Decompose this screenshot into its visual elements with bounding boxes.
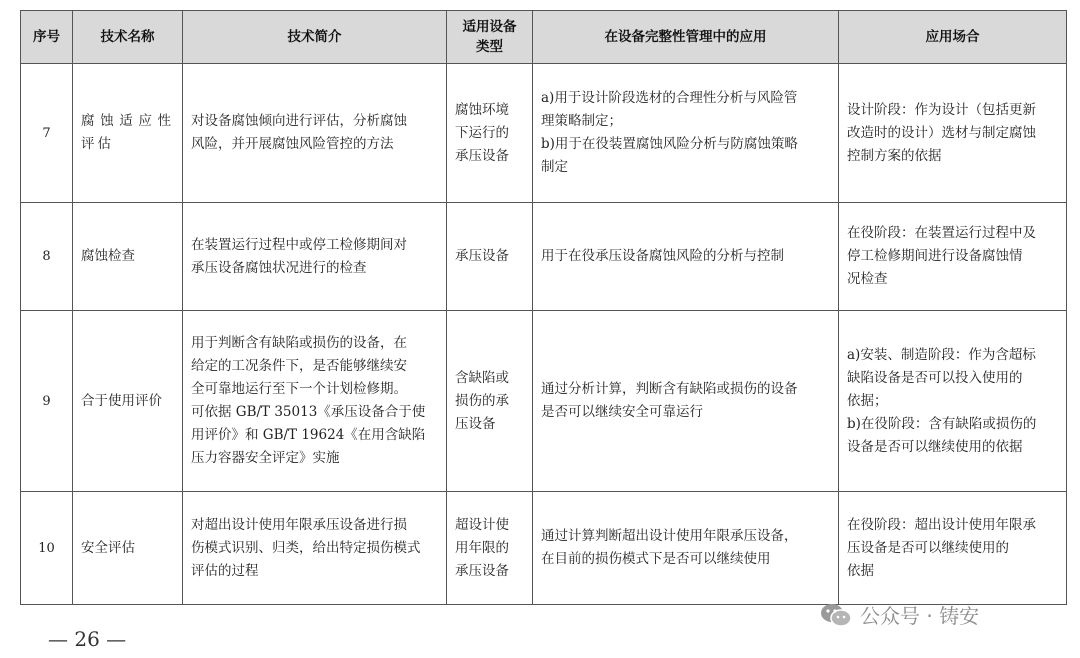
text-line: 承压设备 <box>455 562 509 579</box>
header-equipment <box>447 11 533 64</box>
table-row <box>21 203 1067 311</box>
cell-intro <box>183 64 447 203</box>
text-line: 改造时的设计）选材与制定腐蚀 <box>847 124 1036 141</box>
cell-occasion <box>839 203 1067 311</box>
text-line: 压设备是否可以继续使用的 <box>847 539 1009 556</box>
text-line: 设备是否可以继续使用的依据 <box>847 438 1023 455</box>
text-line: 设计阶段：作为设计（包括更新 <box>847 101 1036 118</box>
cell-application <box>533 203 839 311</box>
text-line: 承压设备腐蚀状况进行的检查 <box>191 259 367 276</box>
cell-application <box>533 492 839 605</box>
cell-application <box>533 311 839 492</box>
header-name: 技术名称 <box>73 11 183 64</box>
header-no: 序号 <box>21 11 73 64</box>
text-line: a)用于设计阶段选材的合理性分析与风险管 <box>541 90 798 106</box>
text-line: 通过计算判断超出设计使用年限承压设备， <box>541 528 798 544</box>
text-line: 承压设备 <box>455 248 509 264</box>
header-application: 在设备完整性管理中的应用 <box>533 11 839 64</box>
table-row <box>21 492 1067 605</box>
cell-occasion <box>839 311 1067 492</box>
text-line: 全可靠地运行至下一个计划检修期。 <box>191 381 407 397</box>
cell-equipment <box>447 311 533 492</box>
cell-intro <box>183 203 447 311</box>
cell-name <box>73 64 183 203</box>
text-line: 含缺陷或 <box>455 369 509 386</box>
cell-application <box>533 64 839 203</box>
cell-name: 安全评估 <box>73 492 183 605</box>
cell-name: 合于使用评价 <box>73 311 183 492</box>
text-line: 用于判断含有缺陷或损伤的设备，在 <box>191 335 407 351</box>
text-line: 用于在役承压设备腐蚀风险的分析与控制 <box>541 248 784 264</box>
text-line: 在目前的损伤模式下是否可以继续使用 <box>541 551 771 567</box>
cell-equipment <box>447 203 533 311</box>
text-line: 在役阶段：超出设计使用年限承 <box>847 516 1036 533</box>
text-line: 控制方案的依据 <box>847 147 942 164</box>
cell-equipment <box>447 492 533 605</box>
cell-occasion <box>839 492 1067 605</box>
cell-no: 10 <box>21 492 73 605</box>
text-line: 缺陷设备是否可以投入使用的 <box>847 369 1023 386</box>
text-line: 腐蚀环境 <box>455 101 509 118</box>
text-line: 对超出设计使用年限承压设备进行损 <box>191 516 407 533</box>
text-line: 评估的过程 <box>191 562 259 579</box>
cell-name-text: 腐蚀适应性评估 <box>81 113 174 152</box>
text-line: 风险，并开展腐蚀风险管控的方法 <box>191 136 394 152</box>
cell-intro <box>183 492 447 605</box>
text-line: 压力容器安全评定》实施 <box>191 450 340 466</box>
page-number: — 26 — <box>48 627 127 651</box>
text-line: 依据； <box>847 392 888 409</box>
text-line: 压设备 <box>455 415 496 432</box>
cell-no: 9 <box>21 311 73 492</box>
text-line: 损伤的承 <box>455 392 509 409</box>
text-line: 在役阶段：在装置运行过程中及 <box>847 225 1036 241</box>
text-line: 承压设备 <box>455 147 509 164</box>
technology-table <box>20 10 1067 605</box>
text-line: 理策略制定； <box>541 113 622 129</box>
text-line: 对设备腐蚀倾向进行评估，分析腐蚀 <box>191 113 407 129</box>
cell-occasion <box>839 64 1067 203</box>
table-row <box>21 64 1067 203</box>
cell-no: 7 <box>21 64 73 203</box>
cell-no: 8 <box>21 203 73 311</box>
text-line: 停工检修期间进行设备腐蚀情 <box>847 248 1023 264</box>
wechat-watermark <box>820 600 979 629</box>
text-line: 可依据 GB/T 35013《承压设备合于使 <box>191 404 426 420</box>
table-row <box>21 311 1067 492</box>
text-line: 制定 <box>541 159 568 175</box>
cell-name: 腐蚀检查 <box>73 203 183 311</box>
wechat-icon <box>820 602 852 628</box>
text-line: a)安装、制造阶段：作为含超标 <box>847 346 1036 363</box>
text-line: 通过分析计算，判断含有缺陷或损伤的设备 <box>541 381 798 397</box>
cell-equipment <box>447 64 533 203</box>
text-line: 况检查 <box>847 271 888 287</box>
header-equipment-text: 适用设备类型 <box>462 19 517 55</box>
text-line: 给定的工况条件下，是否能够继续安 <box>191 358 407 374</box>
text-line: 超设计使 <box>455 516 509 533</box>
text-line: 是否可以继续安全可靠运行 <box>541 404 703 420</box>
text-line: 下运行的 <box>455 124 509 141</box>
watermark-text: 公众号 · 铸安 <box>860 604 980 628</box>
header-occasion: 应用场合 <box>839 11 1067 64</box>
text-line: b)用于在役装置腐蚀风险分析与防腐蚀策略 <box>541 136 798 152</box>
text-line: 伤模式识别、归类，给出特定损伤模式 <box>191 539 421 556</box>
cell-intro <box>183 311 447 492</box>
text-line: 在装置运行过程中或停工检修期间对 <box>191 236 407 253</box>
text-line: 用评价》和 GB/T 19624《在用含缺陷 <box>191 427 426 443</box>
text-line: 用年限的 <box>455 539 509 556</box>
text-line: 依据 <box>847 562 874 579</box>
text-line: b)在役阶段：含有缺陷或损伤的 <box>847 415 1037 432</box>
table-header-row <box>21 11 1067 64</box>
header-intro: 技术简介 <box>183 11 447 64</box>
